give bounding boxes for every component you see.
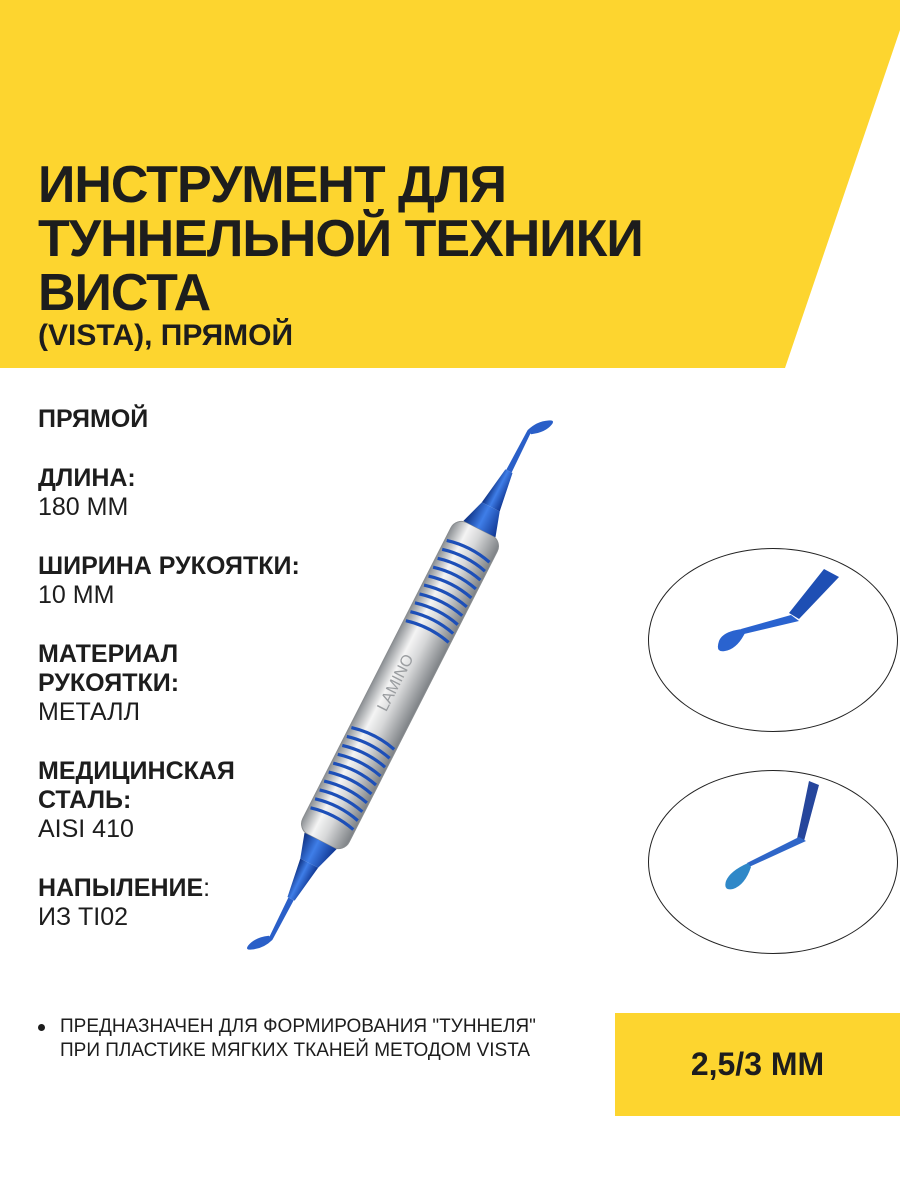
- spec-coating-label-text: НАПЫЛЕНИЕ: [38, 874, 204, 902]
- page-title: [38, 158, 738, 320]
- spec-length-label: ДЛИНА:: [38, 464, 136, 492]
- instrument-engraving: LAMINO: [374, 651, 418, 715]
- page-subtitle: (VISTA), ПРЯМОЙ: [38, 319, 294, 352]
- bullet-icon: [38, 1024, 45, 1031]
- tip-closeup-bottom: [648, 770, 898, 954]
- spec-handle-width-value: 10 ММ: [38, 581, 115, 609]
- tip-closeup-top-drawing: [649, 549, 897, 731]
- spec-coating-colon: :: [203, 874, 211, 902]
- title-line-1: ИНСТРУМЕНТ ДЛЯ: [38, 156, 506, 214]
- spec-handle-material-label-1: МАТЕРИАЛ: [38, 640, 179, 668]
- size-badge-text: 2,5/3 ММ: [690, 1046, 825, 1082]
- tip-closeup-bottom-drawing: [649, 771, 897, 953]
- spec-handle-width-label: ШИРИНА РУКОЯТКИ:: [38, 552, 300, 580]
- spec-steel-value: AISI 410: [38, 815, 134, 843]
- instrument-drawing: [170, 385, 630, 985]
- size-badge: [615, 1013, 900, 1116]
- title-line-2: ТУННЕЛЬНОЙ ТЕХНИКИ: [38, 210, 643, 268]
- title-line-3: ВИСТА: [38, 264, 211, 322]
- usage-note-text: ПРЕДНАЗНАЧЕН ДЛЯ ФОРМИРОВАНИЯ "ТУННЕЛЯ" ПРИ ПЛАСТИКЕ МЯГКИХ ТКАНЕЙ МЕТОДОМ VISTA: [60, 1016, 536, 1061]
- tip-closeup-top: [648, 548, 898, 732]
- spec-handle-material-label-2: РУКОЯТКИ:: [38, 669, 180, 697]
- spec-handle-material-value: МЕТАЛЛ: [38, 698, 140, 726]
- spec-length-value: 180 ММ: [38, 493, 129, 521]
- spec-type-label: ПРЯМОЙ: [38, 405, 149, 433]
- spec-steel-label-2: СТАЛЬ:: [38, 786, 132, 814]
- spec-steel-label-1: МЕДИЦИНСКАЯ: [38, 757, 235, 785]
- usage-note: [38, 1015, 558, 1063]
- spec-coating-value: ИЗ TI02: [38, 903, 129, 931]
- dental-instrument-image: [170, 385, 630, 985]
